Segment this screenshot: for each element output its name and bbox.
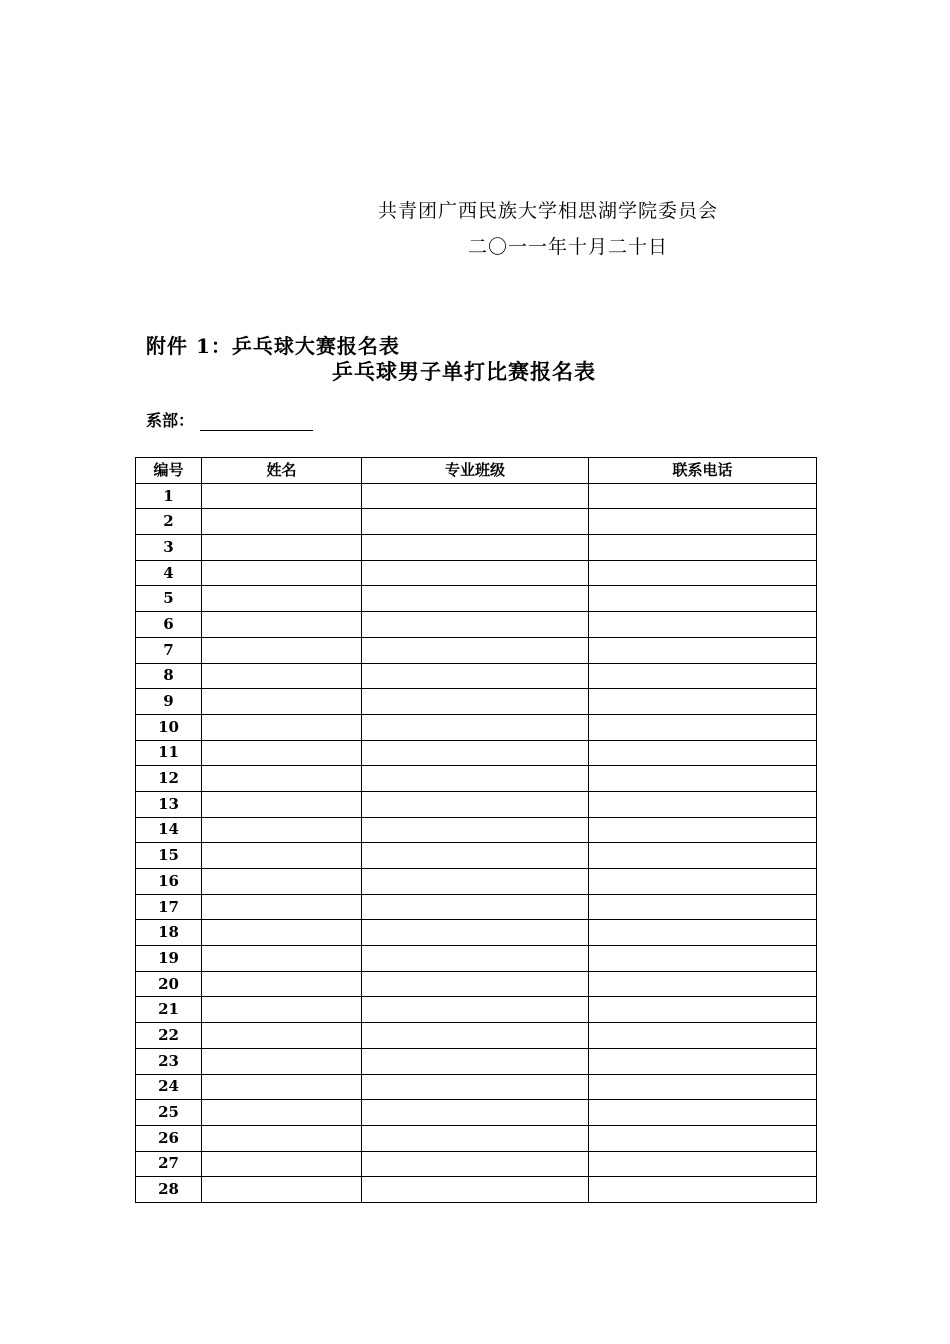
form-title: 乒乓球男子单打比赛报名表 [332,359,596,384]
row-number: 16 [136,869,202,895]
table-row [136,1023,817,1049]
phone-cell[interactable] [589,586,817,612]
name-cell[interactable] [202,586,362,612]
row-number: 23 [136,1048,202,1074]
major-class-cell[interactable] [362,637,589,663]
name-cell[interactable] [202,1074,362,1100]
table-row [136,1177,817,1203]
row-number: 6 [136,612,202,638]
name-cell[interactable] [202,483,362,509]
issue-date: 二〇一一年十月二十日 [468,236,669,258]
attachment-label: 附件 1：乒乓球大赛报名表 [146,334,400,358]
major-class-cell[interactable] [362,920,589,946]
phone-cell[interactable] [589,509,817,535]
header-major-class: 专业班级 [362,458,589,484]
major-class-cell[interactable] [362,997,589,1023]
row-number: 17 [136,894,202,920]
phone-cell[interactable] [589,535,817,561]
name-cell[interactable] [202,1048,362,1074]
organization-name: 共青团广西民族大学相思湖学院委员会 [378,200,719,222]
registration-table [135,457,817,1203]
row-number: 7 [136,637,202,663]
table-row [136,817,817,843]
phone-cell[interactable] [589,1151,817,1177]
major-class-cell[interactable] [362,1125,589,1151]
name-cell[interactable] [202,509,362,535]
table-row [136,714,817,740]
row-number: 2 [136,509,202,535]
table-row [136,663,817,689]
phone-cell[interactable] [589,1023,817,1049]
phone-cell[interactable] [589,920,817,946]
row-number: 12 [136,766,202,792]
phone-cell[interactable] [589,791,817,817]
row-number: 24 [136,1074,202,1100]
row-number: 22 [136,1023,202,1049]
name-cell[interactable] [202,946,362,972]
phone-cell[interactable] [589,766,817,792]
name-cell[interactable] [202,663,362,689]
row-number: 3 [136,535,202,561]
row-number: 9 [136,689,202,715]
table-row [136,920,817,946]
name-cell[interactable] [202,1151,362,1177]
table-row [136,1125,817,1151]
phone-cell[interactable] [589,843,817,869]
row-number: 13 [136,791,202,817]
table-row [136,1100,817,1126]
table-row [136,869,817,895]
phone-cell[interactable] [589,637,817,663]
table-row [136,586,817,612]
table-row [136,894,817,920]
phone-cell[interactable] [589,483,817,509]
row-number: 11 [136,740,202,766]
name-cell[interactable] [202,560,362,586]
phone-cell[interactable] [589,689,817,715]
row-number: 21 [136,997,202,1023]
table-row [136,740,817,766]
name-cell[interactable] [202,637,362,663]
row-number: 27 [136,1151,202,1177]
major-class-cell[interactable] [362,1177,589,1203]
table-row [136,946,817,972]
major-class-cell[interactable] [362,869,589,895]
major-class-cell[interactable] [362,1023,589,1049]
major-class-cell[interactable] [362,535,589,561]
row-number: 20 [136,971,202,997]
phone-cell[interactable] [589,740,817,766]
name-cell[interactable] [202,766,362,792]
row-number: 5 [136,586,202,612]
row-number: 19 [136,946,202,972]
table-body [136,483,817,1202]
phone-cell[interactable] [589,714,817,740]
name-cell[interactable] [202,1023,362,1049]
row-number: 14 [136,817,202,843]
major-class-cell[interactable] [362,1100,589,1126]
major-class-cell[interactable] [362,1151,589,1177]
phone-cell[interactable] [589,946,817,972]
row-number: 18 [136,920,202,946]
phone-cell[interactable] [589,1125,817,1151]
major-class-cell[interactable] [362,560,589,586]
major-class-cell[interactable] [362,483,589,509]
major-class-cell[interactable] [362,946,589,972]
name-cell[interactable] [202,535,362,561]
table-row [136,971,817,997]
major-class-cell[interactable] [362,1074,589,1100]
name-cell[interactable] [202,817,362,843]
row-number: 8 [136,663,202,689]
name-cell[interactable] [202,894,362,920]
row-number: 26 [136,1125,202,1151]
table-row [136,843,817,869]
phone-cell[interactable] [589,997,817,1023]
phone-cell[interactable] [589,1074,817,1100]
major-class-cell[interactable] [362,714,589,740]
name-cell[interactable] [202,920,362,946]
name-cell[interactable] [202,689,362,715]
name-cell[interactable] [202,1100,362,1126]
table-row [136,997,817,1023]
table-row [136,612,817,638]
major-class-cell[interactable] [362,612,589,638]
major-class-cell[interactable] [362,766,589,792]
name-cell[interactable] [202,1177,362,1203]
major-class-cell[interactable] [362,971,589,997]
major-class-cell[interactable] [362,509,589,535]
table-row [136,791,817,817]
phone-cell[interactable] [589,817,817,843]
row-number: 4 [136,560,202,586]
department-field [146,408,313,431]
name-cell[interactable] [202,843,362,869]
major-class-cell[interactable] [362,689,589,715]
name-cell[interactable] [202,791,362,817]
name-cell[interactable] [202,612,362,638]
header-name: 姓名 [202,458,362,484]
name-cell[interactable] [202,740,362,766]
header-phone: 联系电话 [589,458,817,484]
phone-cell[interactable] [589,894,817,920]
table-row [136,1151,817,1177]
major-class-cell[interactable] [362,740,589,766]
phone-cell[interactable] [589,612,817,638]
table-header-row [136,458,817,484]
table-row [136,483,817,509]
phone-cell[interactable] [589,869,817,895]
table-row [136,689,817,715]
major-class-cell[interactable] [362,843,589,869]
header-number: 编号 [136,458,202,484]
name-cell[interactable] [202,997,362,1023]
major-class-cell[interactable] [362,791,589,817]
table-row [136,535,817,561]
major-class-cell[interactable] [362,586,589,612]
row-number: 1 [136,483,202,509]
table-row [136,560,817,586]
table-row [136,509,817,535]
major-class-cell[interactable] [362,817,589,843]
phone-cell[interactable] [589,1177,817,1203]
row-number: 28 [136,1177,202,1203]
table-row [136,766,817,792]
phone-cell[interactable] [589,1100,817,1126]
phone-cell[interactable] [589,560,817,586]
row-number: 15 [136,843,202,869]
row-number: 10 [136,714,202,740]
table-row [136,1074,817,1100]
name-cell[interactable] [202,1125,362,1151]
department-label: 系部： [146,411,195,430]
table-row [136,1048,817,1074]
phone-cell[interactable] [589,1048,817,1074]
table-row [136,637,817,663]
department-blank-line[interactable] [200,412,313,431]
name-cell[interactable] [202,869,362,895]
name-cell[interactable] [202,971,362,997]
major-class-cell[interactable] [362,894,589,920]
major-class-cell[interactable] [362,1048,589,1074]
phone-cell[interactable] [589,971,817,997]
phone-cell[interactable] [589,663,817,689]
row-number: 25 [136,1100,202,1126]
name-cell[interactable] [202,714,362,740]
major-class-cell[interactable] [362,663,589,689]
